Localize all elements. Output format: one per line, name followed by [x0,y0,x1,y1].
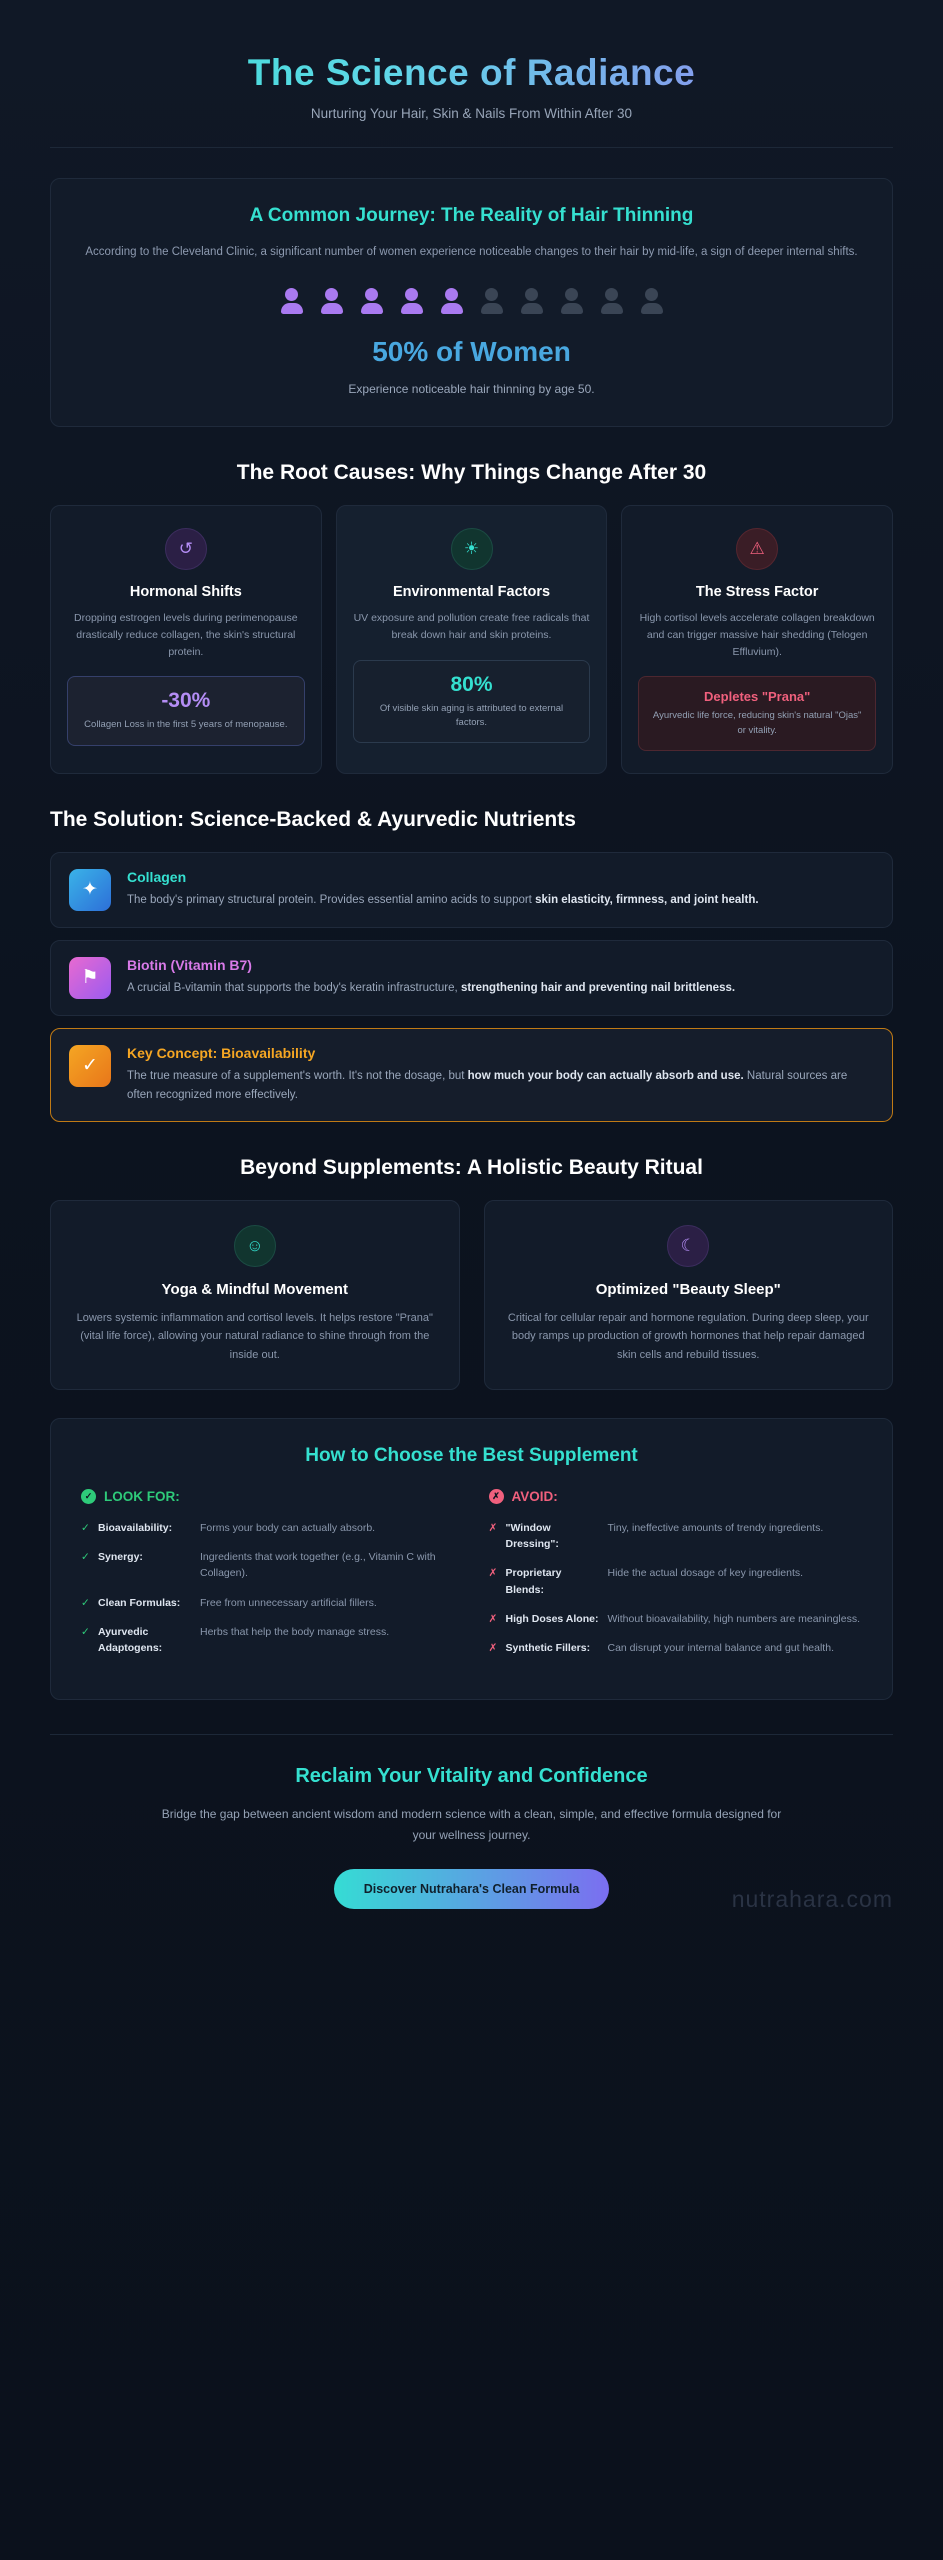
list-item: ✗ High Doses Alone: Without bioavailability, high numbers are meaningless. [489,1611,863,1627]
ritual-title: Yoga & Mindful Movement [161,1280,348,1298]
person-icon [559,288,585,314]
list-item: ✗ Proprietary Blends: Hide the actual dosage of key ingredients. [489,1565,863,1598]
check-mark-icon: ✓ [81,1625,90,1638]
nutrient-title: Biotin (Vitamin B7) [127,956,252,973]
page-header [50,30,893,148]
person-icon [279,288,305,314]
list-item: ✓ Bioavailability: Forms your body can actually absorb. [81,1520,455,1536]
cause-stat-label: Of visible skin aging is attributed to external factors. [379,702,564,728]
ritual-title: Optimized "Beauty Sleep" [595,1280,781,1298]
cause-text: UV exposure and pollution create free radicals that break down hair and skin proteins. [353,611,590,641]
ritual-section-title: Beyond Supplements: A Holistic Beauty Ritual [240,1155,703,1179]
person-icon [599,288,625,314]
cause-stat-box [67,676,305,745]
page-title: The Science of Radiance [50,52,893,94]
causes-list [50,505,893,774]
people-figure-row [81,288,862,314]
nutrient-text: A crucial B-vitamin that supports the body's keratin infrastructure, strengthening hair and preventing nail brittleness. [127,981,736,994]
choose-supplement-card [50,1418,893,1701]
choose-title: How to Choose the Best Supplement [305,1444,638,1466]
sun-icon: ☀ [451,528,493,570]
nutrient-title: Collagen [127,868,187,885]
cause-stat-box [353,660,591,744]
moon-icon: ☾ [667,1225,709,1267]
nutrient-text: The true measure of a supplement's worth. It's not the dosage, but how much your body can actually absorb and use. Natural sources are often recognized more effectively. [127,1069,848,1101]
cause-text: High cortisol levels accelerate collagen breakdown and can trigger massive hair shedding (Telogen Effluvium). [639,611,875,658]
cause-stat-value: 80% [450,672,493,696]
person-icon [639,288,665,314]
ritual-card-yoga [50,1200,460,1390]
nutrient-card-collagen [50,852,893,928]
nutrient-title: Key Concept: Bioavailability [127,1044,316,1061]
look-for-column [81,1489,455,1670]
cause-card-hormonal [50,505,322,774]
footer-title: Reclaim Your Vitality and Confidence [295,1765,648,1788]
nutrient-text: The body's primary structural protein. Provides essential amino acids to support skin elasticity, firmness, and joint health. [127,893,759,906]
cause-title: Environmental Factors [392,583,551,600]
footer-section [50,1734,893,1959]
ritual-card-sleep [484,1200,894,1390]
hero-title: A Common Journey: The Reality of Hair Thinning [249,205,694,226]
check-mark-icon: ✓ [81,1521,90,1534]
cause-title: Hormonal Shifts [129,583,242,600]
capsule-icon: ⚑ [69,957,111,999]
person-icon [439,288,465,314]
cross-mark-icon: ✗ [488,1612,498,1625]
cause-stat-value: Depletes "Prana" [704,689,811,705]
person-icon [479,288,505,314]
check-mark-icon: ✓ [81,1596,90,1609]
ritual-text: Lowers systemic inflammation and cortisol levels. It helps restore "Prana" (vital life force), allowing your natural radiance to shine through from the inside out. [76,1311,433,1362]
cross-mark-icon: ✗ [488,1567,498,1580]
cause-stat-box [638,676,876,751]
list-item: ✗ "Window Dressing": Tiny, ineffective amounts of trendy ingredients. [489,1520,863,1553]
avoid-column [489,1489,863,1670]
ritual-text: Critical for cellular repair and hormone regulation. During deep sleep, your body ramps up production of growth hormones that help repair damaged skin cells and rebuild tissues. [507,1311,869,1362]
list-item: ✓ Synergy: Ingredients that work together (e.g., Vitamin C with Collagen). [81,1549,455,1582]
warning-icon: ⚠ [736,528,778,570]
clock-reverse-icon: ↺ [165,528,207,570]
check-icon: ✓ [81,1489,96,1504]
hero-stat-card [50,178,893,427]
hero-description: According to the Cleveland Clinic, a significant number of women experience noticeable changes to their hair by mid-life, a sign of deeper internal shifts. [85,246,858,258]
cross-icon: ✗ [489,1489,504,1504]
person-icon [359,288,385,314]
cause-card-environmental [336,505,608,774]
check-circle-icon: ✓ [69,1045,111,1087]
look-for-heading: ✓ LOOK FOR: [81,1489,455,1504]
cross-mark-icon: ✗ [488,1642,498,1655]
cross-mark-icon: ✗ [488,1521,498,1534]
nutrient-card-bioavailability [50,1028,893,1122]
causes-section-title: The Root Causes: Why Things Change After 30 [236,460,707,484]
list-item: ✓ Ayurvedic Adaptogens: Herbs that help the body manage stress. [81,1624,455,1657]
cause-stat-label: Ayurvedic life force, reducing skin's natural "Ojas" or vitality. [652,710,862,736]
collagen-icon: ✦ [69,869,111,911]
list-item: ✗ Synthetic Fillers: Can disrupt your internal balance and gut health. [489,1640,863,1656]
nutrient-card-biotin [50,940,893,1016]
hero-stat: 50% of Women [372,335,571,367]
meditation-icon: ☺ [234,1225,276,1267]
check-mark-icon: ✓ [81,1551,90,1564]
avoid-heading: ✗ AVOID: [489,1489,863,1504]
nutrient-list [50,852,893,1122]
list-item: ✓ Clean Formulas: Free from unnecessary artificial fillers. [81,1595,455,1611]
cause-card-stress [621,505,893,774]
hero-caption: Experience noticeable hair thinning by age 50. [348,381,595,396]
person-icon [519,288,545,314]
ritual-list [50,1200,893,1390]
cause-stat-value: -30% [161,689,211,713]
cause-title: The Stress Factor [695,583,819,600]
person-icon [319,288,345,314]
cause-text: Dropping estrogen levels during perimenopause drastically reduce collagen, the skin's structural protein. [74,611,298,658]
person-icon [399,288,425,314]
discover-formula-button[interactable]: Discover Nutrahara's Clean Formula [334,1869,610,1909]
cause-stat-label: Collagen Loss in the first 5 years of menopause. [84,719,288,731]
page-subtitle: Nurturing Your Hair, Skin & Nails From Within After 30 [310,106,633,121]
solution-section-title: The Solution: Science-Backed & Ayurvedic Nutrients [50,807,576,831]
footer-text: Bridge the gap between ancient wisdom and modern science with a clean, simple, and effective formula designed for your wellness journey. [161,1807,782,1842]
watermark: nutrahara.com [731,1886,893,1913]
